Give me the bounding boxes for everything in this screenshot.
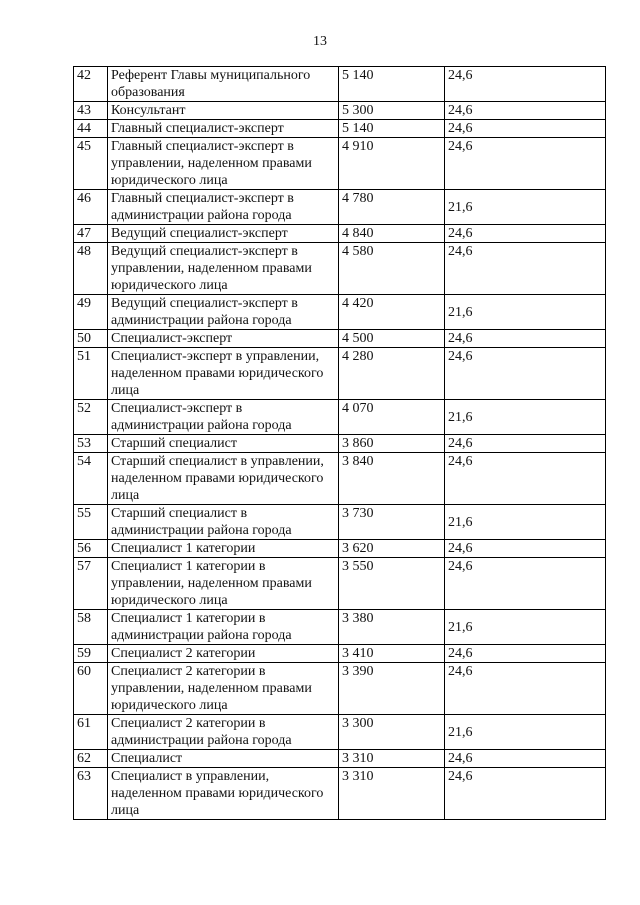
salary-value: 4 910 bbox=[339, 138, 445, 190]
row-number: 46 bbox=[74, 190, 108, 225]
position-name: Специалист-эксперт bbox=[108, 330, 339, 348]
table-row bbox=[74, 400, 606, 435]
position-name: Специалист 1 категории bbox=[108, 540, 339, 558]
position-name: Специалист 2 категории bbox=[108, 645, 339, 663]
salary-value: 3 410 bbox=[339, 645, 445, 663]
position-name: Специалист-эксперт в администрации района города bbox=[108, 400, 339, 435]
row-number: 61 bbox=[74, 715, 108, 750]
row-number: 53 bbox=[74, 435, 108, 453]
salary-value: 5 140 bbox=[339, 67, 445, 102]
row-number: 63 bbox=[74, 768, 108, 820]
table-row bbox=[74, 663, 606, 715]
row-number: 45 bbox=[74, 138, 108, 190]
table-row bbox=[74, 558, 606, 610]
row-number: 57 bbox=[74, 558, 108, 610]
table-row bbox=[74, 225, 606, 243]
position-name: Старший специалист в администрации района города bbox=[108, 505, 339, 540]
row-number: 60 bbox=[74, 663, 108, 715]
position-name: Специалист в управлении, наделенном правами юридического лица bbox=[108, 768, 339, 820]
salary-value: 4 580 bbox=[339, 243, 445, 295]
position-name: Специалист 1 категории в администрации района города bbox=[108, 610, 339, 645]
coefficient-value: 24,6 bbox=[445, 663, 606, 715]
salary-value: 3 840 bbox=[339, 453, 445, 505]
salary-table bbox=[73, 66, 606, 820]
table-row bbox=[74, 453, 606, 505]
coefficient-value: 24,6 bbox=[445, 348, 606, 400]
position-name: Референт Главы муниципального образования bbox=[108, 67, 339, 102]
table-row bbox=[74, 645, 606, 663]
table-row bbox=[74, 243, 606, 295]
row-number: 44 bbox=[74, 120, 108, 138]
row-number: 55 bbox=[74, 505, 108, 540]
salary-value: 4 070 bbox=[339, 400, 445, 435]
salary-value: 3 860 bbox=[339, 435, 445, 453]
salary-value: 3 390 bbox=[339, 663, 445, 715]
table-row bbox=[74, 540, 606, 558]
salary-value: 3 550 bbox=[339, 558, 445, 610]
position-name: Главный специалист-эксперт bbox=[108, 120, 339, 138]
coefficient-value: 24,6 bbox=[445, 645, 606, 663]
position-name: Главный специалист-эксперт в управлении, наделенном правами юридического лица bbox=[108, 138, 339, 190]
row-number: 52 bbox=[74, 400, 108, 435]
coefficient-value: 24,6 bbox=[445, 225, 606, 243]
coefficient-value: 24,6 bbox=[445, 330, 606, 348]
position-name: Специалист 1 категории в управлении, наделенном правами юридического лица bbox=[108, 558, 339, 610]
table-body bbox=[74, 67, 606, 820]
table-row bbox=[74, 435, 606, 453]
table-row bbox=[74, 138, 606, 190]
row-number: 51 bbox=[74, 348, 108, 400]
salary-value: 5 300 bbox=[339, 102, 445, 120]
position-name: Специалист 2 категории в администрации района города bbox=[108, 715, 339, 750]
coefficient-value: 24,6 bbox=[445, 102, 606, 120]
table-row bbox=[74, 190, 606, 225]
coefficient-value: 24,6 bbox=[445, 768, 606, 820]
position-name: Консультант bbox=[108, 102, 339, 120]
position-name: Ведущий специалист-эксперт в управлении, наделенном правами юридического лица bbox=[108, 243, 339, 295]
row-number: 43 bbox=[74, 102, 108, 120]
coefficient-value: 21,6 bbox=[445, 295, 606, 330]
coefficient-value: 21,6 bbox=[445, 190, 606, 225]
row-number: 59 bbox=[74, 645, 108, 663]
row-number: 49 bbox=[74, 295, 108, 330]
coefficient-value: 24,6 bbox=[445, 67, 606, 102]
table-row bbox=[74, 505, 606, 540]
salary-value: 3 730 bbox=[339, 505, 445, 540]
coefficient-value: 24,6 bbox=[445, 138, 606, 190]
salary-value: 4 840 bbox=[339, 225, 445, 243]
table-row bbox=[74, 750, 606, 768]
coefficient-value: 24,6 bbox=[445, 435, 606, 453]
row-number: 56 bbox=[74, 540, 108, 558]
salary-value: 3 380 bbox=[339, 610, 445, 645]
coefficient-value: 21,6 bbox=[445, 400, 606, 435]
coefficient-value: 21,6 bbox=[445, 715, 606, 750]
coefficient-value: 21,6 bbox=[445, 505, 606, 540]
table-row bbox=[74, 715, 606, 750]
coefficient-value: 24,6 bbox=[445, 453, 606, 505]
position-name: Специалист bbox=[108, 750, 339, 768]
salary-value: 3 620 bbox=[339, 540, 445, 558]
row-number: 50 bbox=[74, 330, 108, 348]
row-number: 62 bbox=[74, 750, 108, 768]
salary-value: 5 140 bbox=[339, 120, 445, 138]
row-number: 47 bbox=[74, 225, 108, 243]
row-number: 48 bbox=[74, 243, 108, 295]
table-row bbox=[74, 610, 606, 645]
salary-value: 3 310 bbox=[339, 750, 445, 768]
table-row bbox=[74, 120, 606, 138]
coefficient-value: 24,6 bbox=[445, 750, 606, 768]
row-number: 42 bbox=[74, 67, 108, 102]
position-name: Специалист-эксперт в управлении, наделенном правами юридического лица bbox=[108, 348, 339, 400]
salary-value: 4 420 bbox=[339, 295, 445, 330]
row-number: 58 bbox=[74, 610, 108, 645]
coefficient-value: 24,6 bbox=[445, 120, 606, 138]
salary-value: 4 500 bbox=[339, 330, 445, 348]
position-name: Специалист 2 категории в управлении, наделенном правами юридического лица bbox=[108, 663, 339, 715]
page-number: 13 bbox=[313, 34, 327, 49]
position-name: Старший специалист в управлении, наделенном правами юридического лица bbox=[108, 453, 339, 505]
salary-value: 3 310 bbox=[339, 768, 445, 820]
position-name: Ведущий специалист-эксперт bbox=[108, 225, 339, 243]
table-row bbox=[74, 102, 606, 120]
coefficient-value: 21,6 bbox=[445, 610, 606, 645]
table-row bbox=[74, 67, 606, 102]
coefficient-value: 24,6 bbox=[445, 540, 606, 558]
salary-value: 4 780 bbox=[339, 190, 445, 225]
coefficient-value: 24,6 bbox=[445, 558, 606, 610]
position-name: Старший специалист bbox=[108, 435, 339, 453]
table-row bbox=[74, 330, 606, 348]
table-row bbox=[74, 768, 606, 820]
position-name: Ведущий специалист-эксперт в администрации района города bbox=[108, 295, 339, 330]
salary-value: 4 280 bbox=[339, 348, 445, 400]
table-row bbox=[74, 348, 606, 400]
coefficient-value: 24,6 bbox=[445, 243, 606, 295]
salary-value: 3 300 bbox=[339, 715, 445, 750]
position-name: Главный специалист-эксперт в администрации района города bbox=[108, 190, 339, 225]
table-row bbox=[74, 295, 606, 330]
row-number: 54 bbox=[74, 453, 108, 505]
